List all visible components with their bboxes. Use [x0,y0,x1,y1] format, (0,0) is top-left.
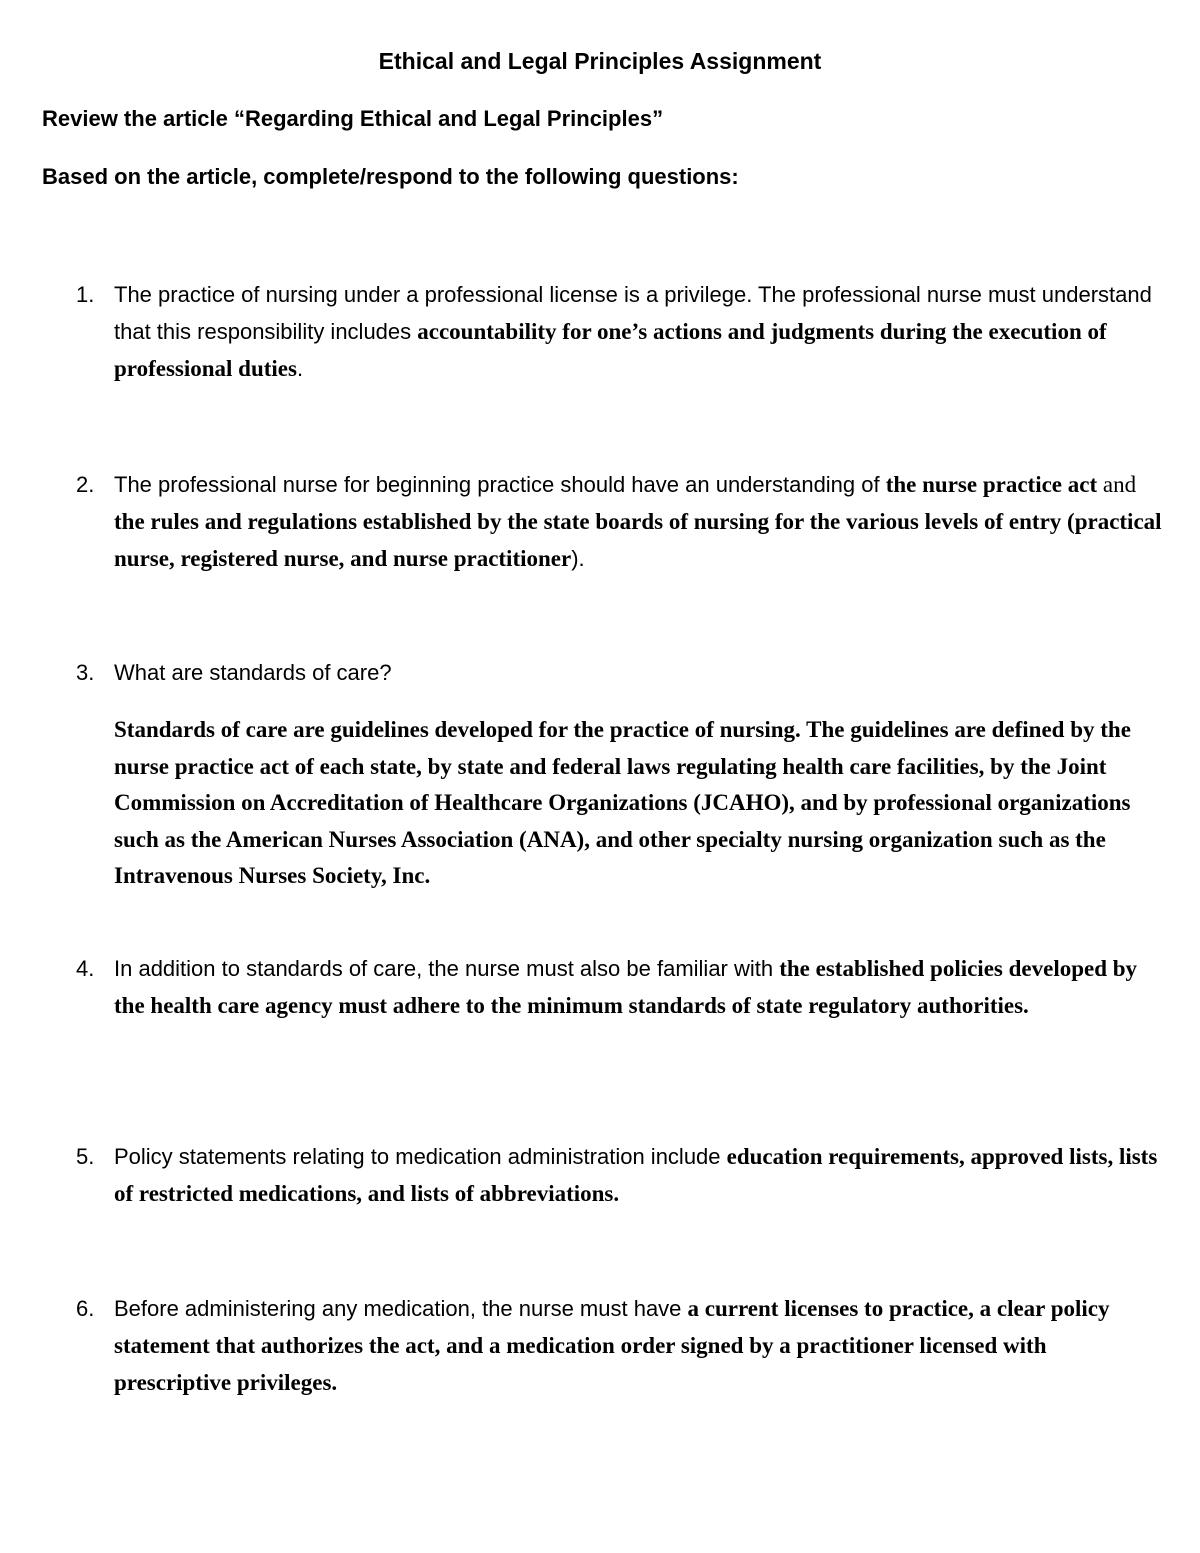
questions-instruction: Based on the article, complete/respond to the following questions: [42,164,739,189]
question-answer-part-a: the nurse practice act [885,472,1098,497]
document-title: Ethical and Legal Principles Assignment [378,48,822,74]
question-text [114,1138,1166,1212]
question-answer: education requirements, approved lists, lists of restricted medications, and lists of abbreviations. [114,1144,1158,1206]
question-tail: . [296,356,304,381]
question-tail: ). [571,546,585,571]
question-prompt: The practice of nursing under a professional license is a privilege. The professional nurse must understand that this responsibility includes [114,282,1152,344]
question-answer-part-b: the rules and regulations established by the state boards of nursing for the various levels of entry (practical nurse, registered nurse, and nurse practitioner [114,509,1162,571]
question-prompt: In addition to standards of care, the nurse must also be familiar with [114,956,780,981]
question-number: 4. [76,956,95,981]
question-prompt: Before administering any medication, the nurse must have [114,1296,688,1321]
question-5 [76,1138,1166,1212]
question-number: 1. [76,282,95,307]
question-text [114,276,1166,387]
question-4 [76,950,1166,1024]
question-answer: accountability for one’s actions and judgments during the execution of professional duties [114,319,1107,381]
question-1 [76,276,1166,387]
question-number: 6. [76,1296,95,1321]
question-2 [76,466,1166,577]
question-number: 3. [76,660,95,685]
question-prompt: What are standards of care? [114,660,392,685]
question-text [114,1290,1166,1401]
question-text [114,466,1166,577]
question-prompt: The professional nurse for beginning practice should have an understanding of [114,472,886,497]
review-instruction: Review the article “Regarding Ethical and Legal Principles” [42,106,664,131]
question-text [114,950,1166,1024]
question-answer: the established policies developed by the health care agency must adhere to the minimum standards of state regulatory authorities. [114,956,1138,1018]
question-3-answer: Standards of care are guidelines developed for the practice of nursing. The guidelines are defined by the nurse practice act of each state, by state and federal laws regulating health care facilities, by the Joint Commission on Accreditation of Healthcare Organizations (JCAHO), and by professional organizations such as the American Nurses Association (ANA), and other specialty nursing organization such as the Intravenous Nurses Society, Inc. [114,717,1131,888]
question-connector: and [1097,472,1137,497]
question-number: 5. [76,1144,95,1169]
question-3 [76,654,1166,691]
question-prompt: Policy statements relating to medication administration include [114,1144,727,1169]
question-6 [76,1290,1166,1401]
question-answer: a current licenses to practice, a clear policy statement that authorizes the act, and a medication order signed by a practitioner licensed with prescriptive privileges. [114,1296,1110,1395]
question-number: 2. [76,472,95,497]
